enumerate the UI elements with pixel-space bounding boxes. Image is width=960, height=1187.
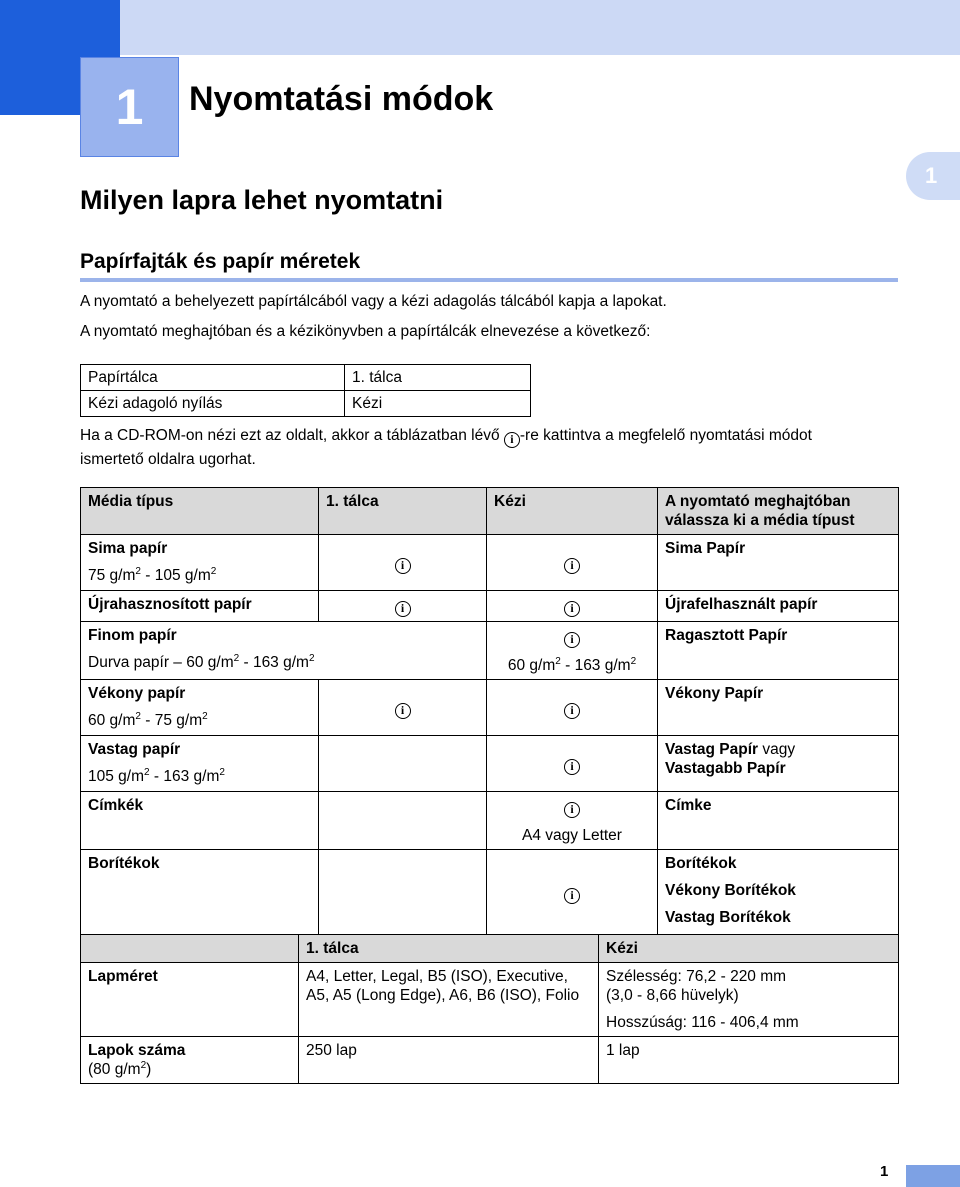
info-icon[interactable]: i [395, 703, 411, 719]
tray1-cell [319, 591, 487, 622]
intro-line-1: A nyomtató a behelyezett papírtálcából vagy a kézi adagolás tálcából kapja a lapokat. [80, 293, 667, 310]
manual-note: A4 vagy Letter [522, 827, 622, 844]
media-name: Vastag papír [88, 741, 181, 758]
manual-weight: 60 $g/m^2 - 163$ $g/m^2$ [507, 655, 637, 674]
tray-name: Kézi adagoló nyílás [81, 391, 345, 417]
table-row [81, 680, 899, 736]
table-header-row [81, 935, 899, 963]
cd-note [80, 424, 812, 471]
table-row [81, 736, 899, 792]
media-name: Újrahasznosított papír [81, 591, 319, 622]
tray1-cell: A4, Letter, Legal, B5 (ISO), Executive, A5, A5 (Long Edge), A6, B6 (ISO), Folio [299, 963, 599, 1037]
row-label-note: (80 $g/m^2$) [88, 1059, 152, 1078]
tray-label: Kézi [345, 391, 531, 417]
info-icon[interactable]: i [564, 632, 580, 648]
cd-note-text-3: ismertető oldalra ugorhat. [80, 451, 256, 468]
table-header-row [81, 488, 899, 535]
media-name-rough: Durva papír – 60 $g/m^2 - 163$ $g/m^2$ [88, 652, 315, 671]
media-type-cell [81, 736, 319, 792]
driver-setting: Újrafelhasznált papír [658, 591, 899, 622]
table-row [81, 850, 899, 936]
page-number-bar [906, 1165, 960, 1187]
subsection-rule [80, 278, 898, 282]
info-icon[interactable]: i [395, 558, 411, 574]
chapter-number: 1 [80, 57, 179, 157]
subsection-title: Papírfajták és papír méretek [80, 250, 361, 273]
table-row [81, 622, 899, 680]
table-row [81, 365, 531, 391]
header-media-type: Média típus [81, 488, 319, 535]
tray-name: Papírtálca [81, 365, 345, 391]
media-type-cell [81, 680, 319, 736]
driver-setting: Címke [658, 792, 899, 850]
header-manual: Kézi [599, 935, 899, 963]
info-icon[interactable]: i [564, 558, 580, 574]
tray1-cell: 250 lap [299, 1037, 599, 1084]
info-icon[interactable]: i [395, 601, 411, 617]
info-icon[interactable]: i [564, 759, 580, 775]
info-icon[interactable]: i [564, 888, 580, 904]
media-name: Finom papír [88, 627, 177, 644]
info-icon[interactable]: i [564, 802, 580, 818]
table-row [81, 1037, 899, 1084]
manual-cell [487, 792, 658, 850]
tray1-cell [319, 850, 487, 936]
chapter-side-tab[interactable]: 1 [906, 152, 960, 200]
table-row [81, 792, 899, 850]
media-type-table [80, 487, 899, 936]
info-icon: i [504, 432, 520, 448]
tray1-cell [319, 535, 487, 591]
table-row [81, 963, 899, 1037]
media-weight: 75 $g/m^2 - 105$ $g/m^2$ [88, 565, 217, 584]
media-name: Borítékok [81, 850, 319, 936]
row-label-cell: Lapok száma (80 $g/m^2$) [81, 1037, 299, 1084]
tray1-cell [319, 792, 487, 850]
manual-cell [487, 622, 658, 680]
manual-cell [487, 535, 658, 591]
media-type-cell [81, 622, 487, 680]
media-name: Sima papír [88, 540, 168, 557]
tray-name-table [80, 364, 531, 417]
row-label: Lapméret [81, 963, 299, 1037]
cd-note-text: Ha a CD-ROM-on nézi ezt az oldalt, akkor a táblázatban lévő [80, 427, 500, 444]
intro-line-2: A nyomtató meghajtóban és a kézikönyvben a papírtálcák elnevezése a következő: [80, 323, 651, 340]
header-manual: Kézi [487, 488, 658, 535]
manual-cell [487, 591, 658, 622]
header-driver [658, 488, 899, 535]
header-empty [81, 935, 299, 963]
manual-cell [487, 736, 658, 792]
driver-setting: Borítékok Vékony Borítékok Vastag Borítékok [658, 850, 899, 936]
page-number: 1 [880, 1163, 889, 1180]
driver-setting: Ragasztott Papír [658, 622, 899, 680]
info-icon[interactable]: i [564, 601, 580, 617]
manual-cell [487, 850, 658, 936]
header-driver-line-1: A nyomtató meghajtóban [665, 493, 851, 510]
media-name: Vékony papír [88, 685, 186, 702]
header-accent-light [120, 0, 960, 55]
driver-setting: Vastag Papír vagy Vastagabb Papír [658, 736, 899, 792]
table-row [81, 535, 899, 591]
chapter-title: Nyomtatási módok [189, 80, 494, 118]
media-weight: 105 $g/m^2 - 163$ $g/m^2$ [88, 766, 225, 785]
info-icon[interactable]: i [564, 703, 580, 719]
cd-note-text-2: -re kattintva a megfelelő nyomtatási módot [519, 427, 812, 444]
paper-size-table [80, 934, 899, 1084]
media-name: Címkék [81, 792, 319, 850]
header-driver-line-2: válassza ki a média típust [665, 512, 855, 529]
section-title: Milyen lapra lehet nyomtatni [80, 185, 444, 215]
media-weight: 60 $g/m^2 - 75$ $g/m^2$ [88, 710, 208, 729]
driver-setting: Sima Papír [658, 535, 899, 591]
tray1-cell [319, 680, 487, 736]
manual-cell: Szélesség: 76,2 - 220 mm (3,0 - 8,66 hüvelyk) Hosszúság: 116 - 406,4 mm [599, 963, 899, 1037]
table-row [81, 591, 899, 622]
driver-setting: Vékony Papír [658, 680, 899, 736]
header-tray1: 1. tálca [319, 488, 487, 535]
tray1-cell [319, 736, 487, 792]
manual-cell [487, 680, 658, 736]
table-row [81, 391, 531, 417]
media-type-cell [81, 535, 319, 591]
manual-cell: 1 lap [599, 1037, 899, 1084]
header-tray1: 1. tálca [299, 935, 599, 963]
tray-label: 1. tálca [345, 365, 531, 391]
